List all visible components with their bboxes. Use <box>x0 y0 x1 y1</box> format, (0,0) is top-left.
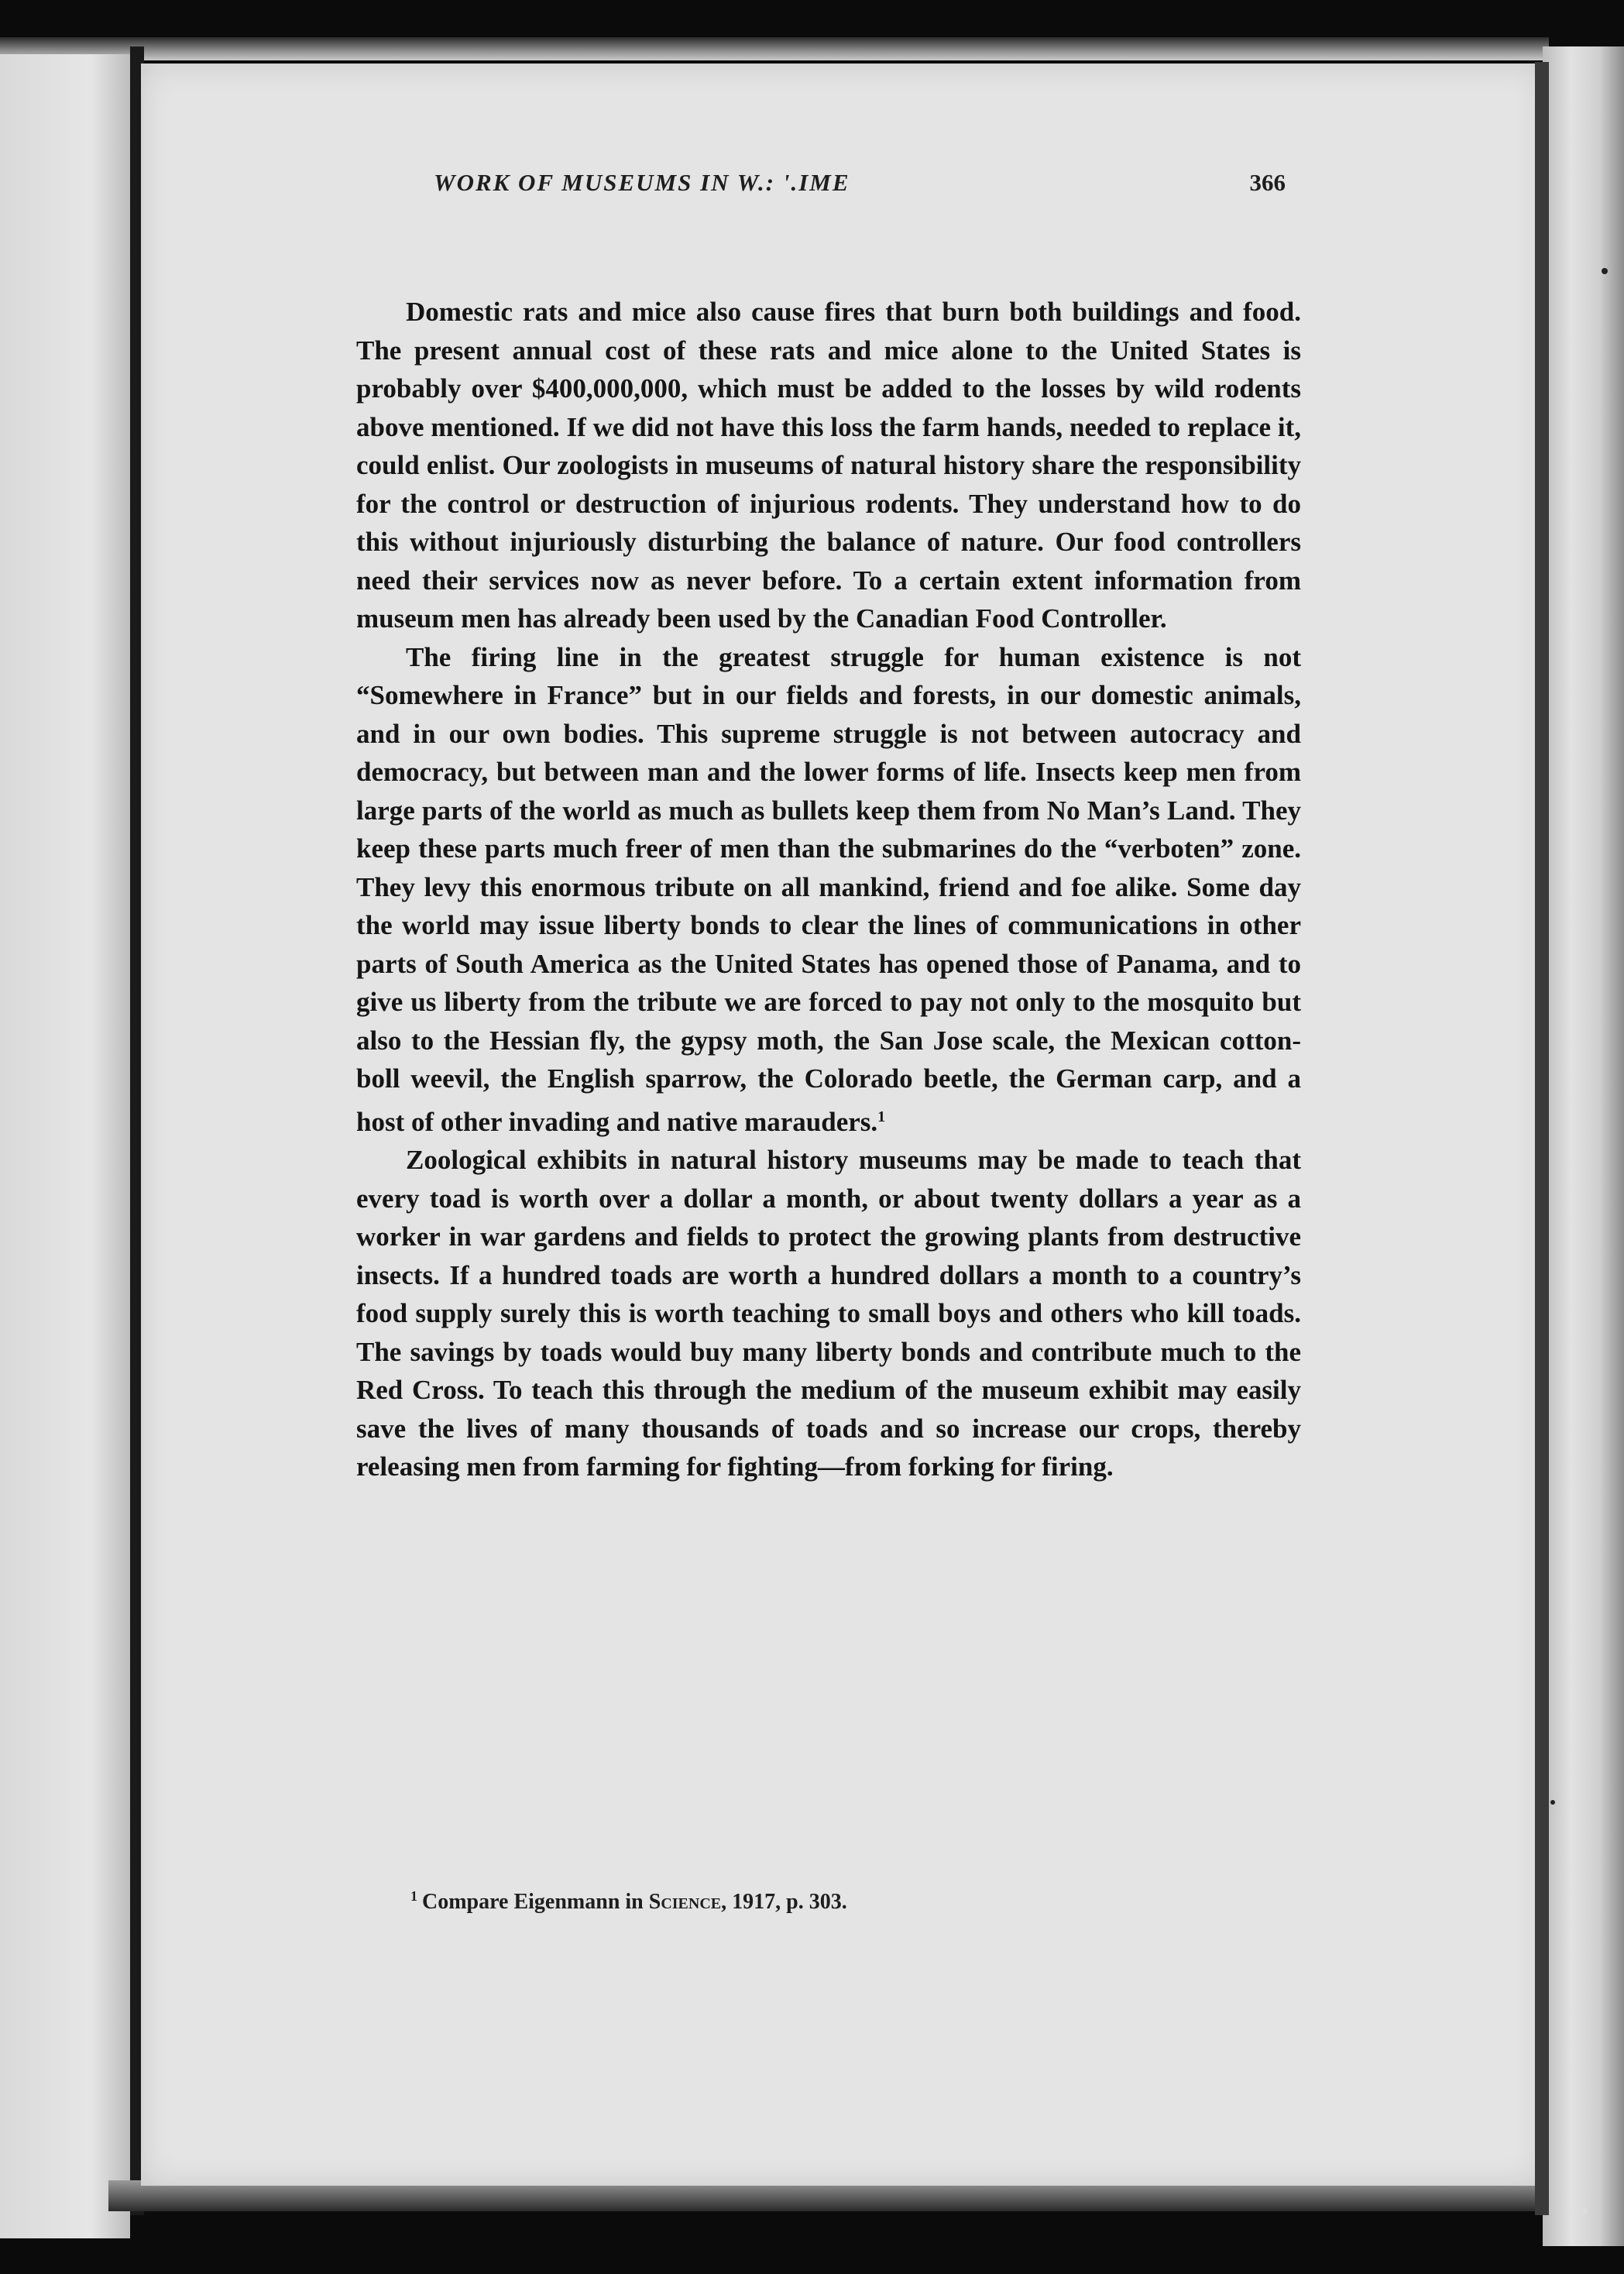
scan-top-edge <box>0 37 1549 60</box>
page-number: 366 <box>1249 169 1286 196</box>
footnote <box>410 1888 1262 1915</box>
paragraph-toads: Zoological exhibits in natural history museums may be made to teach that every toad is worth over a dollar a month, or about twenty dollars a year as a worker in war gardens and fields to protect the growing plants from destructive insects. If a hundred toads are worth a hundred dollars a month to a country’s food supply surely this is worth teaching to small boys and others who kill toads. The savings by toads would buy many liberty bonds and contribute much to the Red Cross. To teach this through the medium of the museum exhibit may easily save the lives of many thousands of toads and so increase our crops, thereby releasing men from farming for fighting—from forking for firing. <box>356 1145 1301 1482</box>
footnote-reference: 1 <box>877 1108 886 1125</box>
facing-page-edge <box>0 54 130 2238</box>
footnote-text-before: Compare Eigenmann in <box>422 1890 649 1914</box>
paragraph-firing-line <box>356 638 1301 1142</box>
footnote-marker: 1 <box>410 1888 417 1904</box>
page-edge-shadow <box>1535 62 1549 2215</box>
page-header <box>434 169 1286 215</box>
paragraph-firing-line-text: The firing line in the greatest struggle for human existence is not “Somewhere in France” but in our fields and forests, in our domestic animals, and in our own bodies. This supreme struggle is not between autocracy and democracy, but between man and the lower forms of life. Insects keep men from large parts of the world as much as bullets keep them from No Man’s Land. They keep these parts much freer of men than the submarines do the “verboten” zone. They levy this enormous tribute on all mankind, friend and foe alike. Some day the world may issue liberty bonds to clear the lines of communications in other parts of South America as the United States has opened those of Panama, and to give us liberty from the tribute we are forced to pay not only to the mosquito but also to the Hessian fly, the gypsy moth, the San Jose scale, the Mexican cotton-boll weevil, the English sparrow, the Colorado beetle, the German carp, and a host of other invading and native marauders. <box>356 641 1301 1137</box>
footnote-text-after: , 1917, p. 303. <box>721 1890 847 1914</box>
scan-speck <box>1580 2207 1588 2215</box>
page-curl-edge <box>1543 46 1624 2246</box>
body-text <box>356 293 1301 1486</box>
paragraph-rats: Domestic rats and mice also cause fires that burn both buildings and food. The present annual cost of these rats and mice alone to the United States is probably over $400,000,000, which must be added to the losses by wild rodents above mentioned. If we did not have this loss the farm hands, needed to replace it, could enlist. Our zoologists in museums of natural history share the responsibility for the control or destruction of injurious rodents. They understand how to do this without injuriously disturbing the balance of nature. Our food controllers need their services now as never before. To a certain extent information from museum men has already been used by the Canadian Food Controller. <box>356 297 1301 634</box>
scan-speck <box>1550 1800 1555 1805</box>
scan-speck <box>1602 268 1608 274</box>
running-title: WORK OF MUSEUMS IN W.: '.IME <box>434 169 850 196</box>
footnote-journal: Science <box>648 1890 722 1914</box>
